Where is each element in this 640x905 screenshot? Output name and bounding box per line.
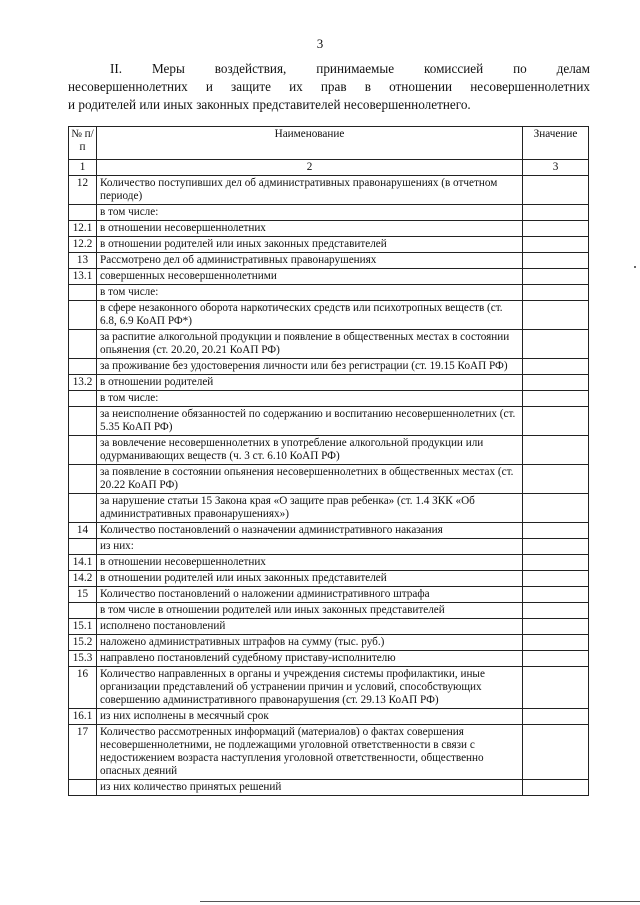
row-number	[69, 301, 97, 330]
row-value	[523, 359, 589, 375]
table-row	[69, 523, 589, 539]
row-name: из них исполнены в месячный срок	[97, 709, 523, 725]
row-name: за распитие алкогольной продукции и появление в общественных местах в состоянии опьянения (ст. 20.20, 20.21 КоАП РФ)	[97, 330, 523, 359]
row-value	[523, 237, 589, 253]
heading-line-2: несовершеннолетних и защите их прав в отношении несовершеннолетних	[68, 79, 590, 94]
row-name: Рассмотрено дел об административных правонарушениях	[97, 253, 523, 269]
row-value	[523, 635, 589, 651]
table-row	[69, 436, 589, 465]
table-row	[69, 555, 589, 571]
header-value: Значение	[523, 127, 589, 160]
table-row	[69, 205, 589, 221]
row-name: за появление в состоянии опьянения несовершеннолетних в общественных местах (ст. 20.22 КоАП РФ)	[97, 465, 523, 494]
row-value	[523, 221, 589, 237]
row-number: 12.2	[69, 237, 97, 253]
row-value	[523, 494, 589, 523]
table-row	[69, 391, 589, 407]
col-number-1: 1	[69, 160, 97, 176]
table-header-row	[69, 127, 589, 160]
table-row	[69, 221, 589, 237]
row-name: Количество поступивших дел об административных правонарушениях (в отчетном периоде)	[97, 176, 523, 205]
row-name: из них количество принятых решений	[97, 780, 523, 796]
row-name: в отношении несовершеннолетних	[97, 555, 523, 571]
table-row	[69, 407, 589, 436]
row-name: Количество постановлений о наложении административного штрафа	[97, 587, 523, 603]
row-value	[523, 269, 589, 285]
header-name: Наименование	[97, 127, 523, 160]
row-name: в сфере незаконного оборота наркотических средств или психотропных веществ (ст. 6.8, 6.9 КоАП РФ*)	[97, 301, 523, 330]
row-number	[69, 494, 97, 523]
row-name: в том числе:	[97, 285, 523, 301]
row-name: в том числе:	[97, 205, 523, 221]
row-number	[69, 391, 97, 407]
row-value	[523, 391, 589, 407]
scan-mark	[634, 266, 636, 268]
table-row	[69, 285, 589, 301]
table-body	[69, 176, 589, 796]
table-row	[69, 709, 589, 725]
row-number: 13	[69, 253, 97, 269]
row-name: Количество направленных в органы и учреждения системы профилактики, иные организации представлений об устранении причин и условий, способствующих совершению административного правонарушения (ст. 29.13 КоАП РФ)	[97, 667, 523, 709]
row-value	[523, 619, 589, 635]
table-row	[69, 359, 589, 375]
table-row	[69, 330, 589, 359]
table-row	[69, 635, 589, 651]
row-value	[523, 407, 589, 436]
row-value	[523, 285, 589, 301]
row-number: 16.1	[69, 709, 97, 725]
table-row	[69, 725, 589, 780]
row-name: Количество рассмотренных информаций (материалов) о фактах совершения несовершеннолетними, не подлежащими уголовной ответственности в связи с недостижением возраста наступления уголовной ответственности, общественно опасных деяний	[97, 725, 523, 780]
table-row	[69, 667, 589, 709]
table-row	[69, 237, 589, 253]
table-row	[69, 651, 589, 667]
table-row	[69, 494, 589, 523]
row-value	[523, 465, 589, 494]
row-name: за проживание без удостоверения личности или без регистрации (ст. 19.15 КоАП РФ)	[97, 359, 523, 375]
row-value	[523, 571, 589, 587]
row-value	[523, 330, 589, 359]
row-name: наложено административных штрафов на сумму (тыс. руб.)	[97, 635, 523, 651]
row-name: за нарушение статьи 15 Закона края «О защите прав ребенка» (ст. 1.4 ЗКК «Об административных правонарушениях»)	[97, 494, 523, 523]
row-value	[523, 539, 589, 555]
row-number: 14	[69, 523, 97, 539]
table-row	[69, 269, 589, 285]
heading-line-3: и родителей или иных законных представителей несовершеннолетнего.	[68, 97, 471, 112]
row-number	[69, 205, 97, 221]
section-heading	[68, 60, 590, 114]
row-name: за вовлечение несовершеннолетних в употребление алкогольной продукции или одурманивающих веществ (ч. 3 ст. 6.10 КоАП РФ)	[97, 436, 523, 465]
row-value	[523, 651, 589, 667]
row-name: в отношении родителей или иных законных представителей	[97, 237, 523, 253]
row-value	[523, 176, 589, 205]
table-row	[69, 176, 589, 205]
row-number: 15.3	[69, 651, 97, 667]
row-number	[69, 359, 97, 375]
row-value	[523, 253, 589, 269]
header-no: № п/п	[69, 127, 97, 160]
table-row	[69, 603, 589, 619]
table-row	[69, 253, 589, 269]
row-number: 12	[69, 176, 97, 205]
row-name: Количество постановлений о назначении административного наказания	[97, 523, 523, 539]
table-row	[69, 780, 589, 796]
row-name: в том числе в отношении родителей или иных законных представителей	[97, 603, 523, 619]
table-row	[69, 571, 589, 587]
row-number	[69, 603, 97, 619]
row-number	[69, 285, 97, 301]
row-number: 16	[69, 667, 97, 709]
row-name: направлено постановлений судебному приставу-исполнителю	[97, 651, 523, 667]
row-name: исполнено постановлений	[97, 619, 523, 635]
heading-line-1: II. Меры воздействия, принимаемые комиссией по делам	[110, 61, 590, 76]
row-value	[523, 555, 589, 571]
page-number: 3	[316, 36, 324, 51]
row-number: 15.2	[69, 635, 97, 651]
row-name: совершенных несовершеннолетними	[97, 269, 523, 285]
row-value	[523, 667, 589, 709]
row-number: 12.1	[69, 221, 97, 237]
row-value	[523, 436, 589, 465]
row-number	[69, 465, 97, 494]
row-value	[523, 375, 589, 391]
row-value	[523, 603, 589, 619]
row-number: 15.1	[69, 619, 97, 635]
row-value	[523, 523, 589, 539]
row-number	[69, 436, 97, 465]
row-name: из них:	[97, 539, 523, 555]
row-number	[69, 330, 97, 359]
table-row	[69, 539, 589, 555]
table-row	[69, 465, 589, 494]
row-value	[523, 709, 589, 725]
row-value	[523, 780, 589, 796]
column-number-row	[69, 160, 589, 176]
row-number	[69, 407, 97, 436]
table-row	[69, 301, 589, 330]
bottom-edge-line	[200, 901, 640, 902]
row-number: 13.1	[69, 269, 97, 285]
table-row	[69, 587, 589, 603]
row-name: за неисполнение обязанностей по содержанию и воспитанию несовершеннолетних (ст. 5.35 КоАП РФ)	[97, 407, 523, 436]
row-name: в отношении родителей	[97, 375, 523, 391]
measures-table	[68, 126, 589, 796]
row-number: 14.1	[69, 555, 97, 571]
row-value	[523, 205, 589, 221]
row-number	[69, 539, 97, 555]
row-value	[523, 301, 589, 330]
row-value	[523, 587, 589, 603]
row-number: 15	[69, 587, 97, 603]
row-name: в том числе:	[97, 391, 523, 407]
table-row	[69, 375, 589, 391]
row-name: в отношении несовершеннолетних	[97, 221, 523, 237]
row-number: 14.2	[69, 571, 97, 587]
col-number-3: 3	[523, 160, 589, 176]
table-row	[69, 619, 589, 635]
row-value	[523, 725, 589, 780]
row-number	[69, 780, 97, 796]
col-number-2: 2	[97, 160, 523, 176]
row-number: 13.2	[69, 375, 97, 391]
row-number: 17	[69, 725, 97, 780]
row-name: в отношении родителей или иных законных представителей	[97, 571, 523, 587]
